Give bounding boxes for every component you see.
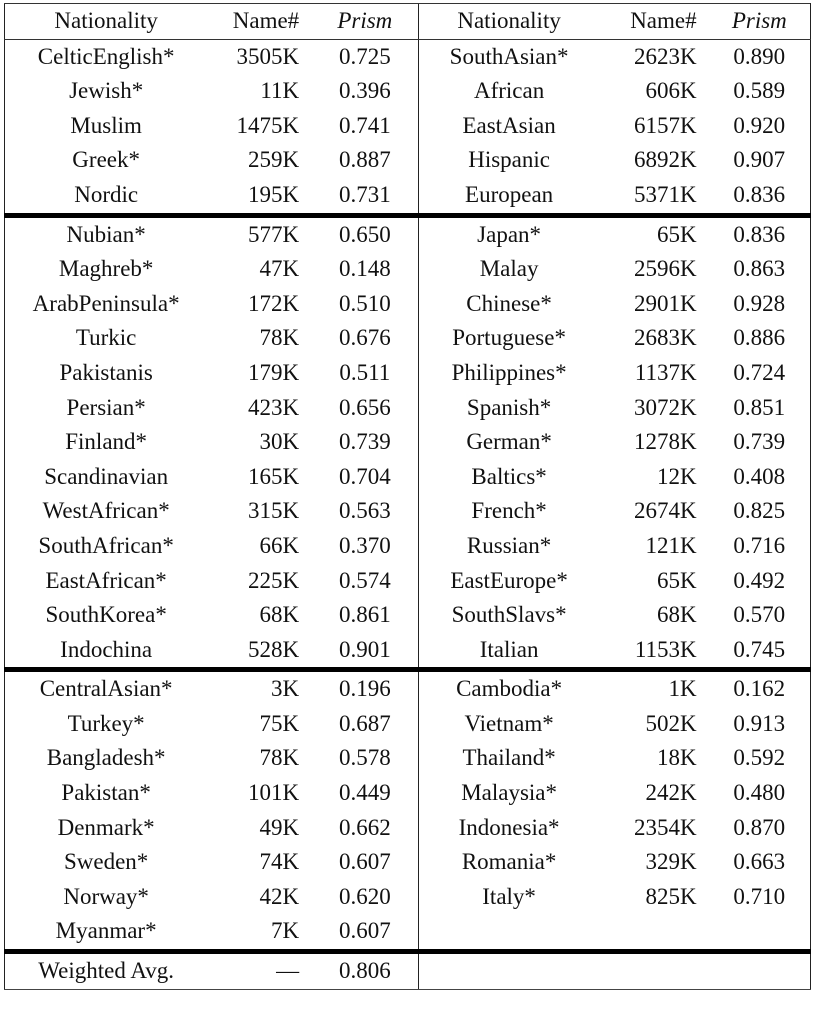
table-row	[5, 356, 811, 391]
table-row	[5, 880, 811, 915]
prism-score-cell: 0.650	[311, 215, 419, 252]
name-count-cell: 6157K	[633, 112, 697, 138]
name-count-cell: 3505K	[236, 43, 300, 69]
name-count-cell: 49K	[259, 814, 300, 840]
name-count-cell: 1475K	[236, 112, 300, 138]
nationality-cell: Italian	[419, 633, 599, 670]
nationality-cell: WestAfrican*	[5, 494, 208, 529]
nationality-cell: Nubian*	[5, 215, 208, 252]
table-row	[5, 914, 811, 951]
header-names-right: Name#	[599, 4, 709, 40]
header-prism-right: Prism	[709, 4, 811, 40]
header-row	[5, 4, 811, 40]
prism-score-cell: 0.887	[338, 147, 391, 173]
nationality-cell: SouthAsian*	[419, 39, 599, 74]
prism-score-cell: 0.607	[338, 849, 391, 875]
name-count-cell: 179K	[248, 359, 300, 385]
nationality-cell: Malaysia*	[419, 776, 599, 811]
prism-score-cell: 0.196	[311, 670, 419, 707]
nationality-cell: Hispanic	[419, 143, 599, 178]
nationality-cell: Scandinavian	[5, 460, 208, 495]
name-count-cell: 606K	[645, 78, 697, 104]
nationality-cell: CentralAsian*	[5, 670, 208, 707]
name-count-cell: 3072K	[633, 394, 697, 420]
prism-score-cell	[709, 914, 811, 951]
prism-score-cell: 0.863	[709, 252, 811, 287]
nationality-cell: Malay	[419, 252, 599, 287]
table-row	[5, 670, 811, 707]
name-count-cell: 259K	[248, 147, 300, 173]
prism-score-cell: 0.886	[709, 321, 811, 356]
nationality-cell: Indonesia*	[419, 811, 599, 846]
header-names-left: Name#	[207, 4, 311, 40]
weighted-avg-prism: 0.806	[311, 952, 419, 990]
prism-score-cell: 0.510	[338, 290, 391, 316]
name-count-cell: 2683K	[633, 325, 697, 351]
name-count-cell: 2674K	[633, 498, 697, 524]
table-row	[5, 598, 811, 633]
name-count-cell: 7K	[271, 918, 300, 944]
prism-score-cell: 0.449	[338, 780, 391, 806]
nationality-cell: EastEurope*	[419, 564, 599, 599]
prism-score-cell: 0.480	[709, 776, 811, 811]
table-row	[5, 109, 811, 144]
name-count-cell: 1137K	[634, 359, 697, 385]
prism-score-cell: 0.607	[338, 918, 391, 944]
nationality-cell: SouthSlavs*	[419, 598, 599, 633]
table-row	[5, 39, 811, 74]
prism-score-cell: 0.725	[338, 43, 391, 69]
prism-score-cell: 0.570	[709, 598, 811, 633]
empty-cell	[599, 952, 709, 990]
name-count-cell: 30K	[259, 429, 300, 455]
name-count-cell: 502K	[645, 710, 697, 736]
nationality-cell: French*	[419, 494, 599, 529]
table-row	[5, 811, 811, 846]
nationality-cell: Turkic	[5, 321, 208, 356]
header-nationality-right: Nationality	[419, 4, 599, 40]
prism-score-cell: 0.578	[338, 745, 391, 771]
nationality-cell: Turkey*	[5, 707, 208, 742]
prism-score-cell: 0.928	[709, 287, 811, 322]
name-count-cell: 2596K	[633, 256, 697, 282]
name-count-cell: 68K	[259, 602, 300, 628]
nationality-cell: Pakistanis	[5, 356, 208, 391]
prism-score-cell: 0.920	[709, 109, 811, 144]
nationality-cell: Nordic	[5, 178, 208, 215]
name-count-cell: 74K	[259, 849, 300, 875]
nationality-cell: Russian*	[419, 529, 599, 564]
name-count-cell: 242K	[645, 780, 697, 806]
prism-score-cell: 0.408	[709, 460, 811, 495]
table-row	[5, 143, 811, 178]
prism-score-cell: 0.162	[709, 670, 811, 707]
prism-score-cell: 0.716	[709, 529, 811, 564]
prism-score-cell: 0.724	[709, 356, 811, 391]
name-count-cell: 5371K	[633, 181, 697, 207]
prism-score-cell: 0.592	[709, 741, 811, 776]
name-count-cell: 329K	[645, 849, 697, 875]
name-count-cell: 172K	[248, 290, 300, 316]
table-row	[5, 460, 811, 495]
prism-score-cell: 0.676	[338, 325, 391, 351]
table-row	[5, 252, 811, 287]
prism-score-cell: 0.836	[709, 215, 811, 252]
nationality-cell: Spanish*	[419, 391, 599, 426]
table-row	[5, 741, 811, 776]
name-count-cell: 47K	[259, 256, 300, 282]
nationality-cell: EastAsian	[419, 109, 599, 144]
empty-cell	[709, 952, 811, 990]
prism-score-cell: 0.851	[709, 391, 811, 426]
name-count-cell: 68K	[656, 602, 697, 628]
prism-score-cell: 0.739	[338, 429, 391, 455]
nationality-cell: German*	[419, 425, 599, 460]
nationality-cell: Pakistan*	[5, 776, 208, 811]
nationality-cell: Jewish*	[5, 74, 208, 109]
weighted-avg-label: Weighted Avg.	[5, 952, 208, 990]
table-row	[5, 74, 811, 109]
empty-cell	[419, 952, 599, 990]
table-row	[5, 425, 811, 460]
table-row	[5, 845, 811, 880]
name-count-cell: 825K	[645, 883, 697, 909]
header-nationality-left: Nationality	[5, 4, 208, 40]
prism-score-cell: 0.148	[338, 256, 391, 282]
name-count-cell: 423K	[248, 394, 300, 420]
nationality-cell: ArabPeninsula*	[5, 287, 208, 322]
nationality-cell: Greek*	[5, 143, 208, 178]
prism-score-cell: 0.901	[338, 636, 391, 662]
header-prism-left: Prism	[311, 4, 419, 40]
nationality-cell: Denmark*	[5, 811, 208, 846]
prism-score-cell: 0.370	[338, 532, 391, 558]
nationality-cell: CelticEnglish*	[5, 39, 208, 74]
prism-score-cell: 0.907	[709, 143, 811, 178]
table-row	[5, 287, 811, 322]
name-count-cell: 1K	[599, 670, 709, 707]
prism-score-cell: 0.890	[709, 39, 811, 74]
name-count-cell: 2623K	[633, 43, 697, 69]
prism-score-cell: 0.861	[338, 602, 391, 628]
table-row	[5, 494, 811, 529]
name-count-cell: 1153K	[634, 636, 697, 662]
nationality-cell: Romania*	[419, 845, 599, 880]
name-count-cell	[599, 914, 709, 951]
nationality-cell: Baltics*	[419, 460, 599, 495]
nationality-cell: European	[419, 178, 599, 215]
table-row	[5, 776, 811, 811]
name-count-cell: 78K	[259, 325, 300, 351]
prism-score-cell: 0.913	[709, 707, 811, 742]
nationality-cell	[419, 914, 599, 951]
name-count-cell: 65K	[656, 567, 697, 593]
table-body	[5, 39, 811, 989]
prism-score-cell: 0.836	[709, 178, 811, 215]
table-row	[5, 633, 811, 670]
nationality-cell: Maghreb*	[5, 252, 208, 287]
name-count-cell: 6892K	[633, 147, 697, 173]
prism-score-cell: 0.511	[339, 359, 391, 385]
table-row	[5, 391, 811, 426]
prism-score-cell: 0.620	[338, 883, 391, 909]
nationality-cell: Myanmar*	[5, 914, 208, 951]
prism-score-cell: 0.739	[709, 425, 811, 460]
nationality-cell: Finland*	[5, 425, 208, 460]
prism-score-cell: 0.745	[709, 633, 811, 670]
name-count-cell: 66K	[259, 532, 300, 558]
prism-score-cell: 0.492	[709, 564, 811, 599]
prism-score-cell: 0.396	[338, 78, 391, 104]
prism-score-cell: 0.662	[338, 814, 391, 840]
name-count-cell: 2901K	[633, 290, 697, 316]
nationality-cell: SouthAfrican*	[5, 529, 208, 564]
prism-score-cell: 0.870	[709, 811, 811, 846]
nationality-prism-table	[4, 3, 811, 990]
name-count-cell: 315K	[248, 498, 300, 524]
nationality-cell: EastAfrican*	[5, 564, 208, 599]
name-count-cell: 75K	[259, 710, 300, 736]
name-count-cell: 78K	[259, 745, 300, 771]
name-count-cell: 12K	[656, 463, 697, 489]
table-row	[5, 529, 811, 564]
nationality-cell: Japan*	[419, 215, 599, 252]
name-count-cell: 195K	[248, 181, 300, 207]
nationality-cell: Cambodia*	[419, 670, 599, 707]
weighted-avg-names: —	[207, 952, 311, 990]
name-count-cell: 225K	[248, 567, 300, 593]
prism-score-cell: 0.574	[338, 567, 391, 593]
name-count-cell: 42K	[259, 883, 300, 909]
nationality-cell: African	[419, 74, 599, 109]
name-count-cell: 121K	[645, 532, 697, 558]
prism-score-cell: 0.825	[709, 494, 811, 529]
name-count-cell: 528K	[248, 636, 300, 662]
prism-score-cell: 0.687	[338, 710, 391, 736]
nationality-cell: Persian*	[5, 391, 208, 426]
prism-score-cell: 0.563	[338, 498, 391, 524]
nationality-cell: Italy*	[419, 880, 599, 915]
nationality-cell: SouthKorea*	[5, 598, 208, 633]
name-count-cell: 1278K	[633, 429, 697, 455]
name-count-cell: 65K	[599, 215, 709, 252]
nationality-cell: Thailand*	[419, 741, 599, 776]
prism-score-cell: 0.704	[338, 463, 391, 489]
table-row	[5, 564, 811, 599]
nationality-cell: Sweden*	[5, 845, 208, 880]
prism-score-cell: 0.710	[709, 880, 811, 915]
nationality-cell: Vietnam*	[419, 707, 599, 742]
prism-score-cell: 0.663	[709, 845, 811, 880]
prism-score-cell: 0.731	[338, 181, 391, 207]
name-count-cell: 2354K	[633, 814, 697, 840]
table-row	[5, 321, 811, 356]
prism-score-cell: 0.741	[338, 112, 391, 138]
nationality-cell: Muslim	[5, 109, 208, 144]
table-row	[5, 707, 811, 742]
prism-score-cell: 0.656	[338, 394, 391, 420]
nationality-cell: Philippines*	[419, 356, 599, 391]
prism-score-cell: 0.589	[709, 74, 811, 109]
nationality-cell: Portuguese*	[419, 321, 599, 356]
name-count-cell: 165K	[248, 463, 300, 489]
nationality-cell: Indochina	[5, 633, 208, 670]
name-count-cell: 101K	[248, 780, 300, 806]
nationality-cell: Chinese*	[419, 287, 599, 322]
table-row	[5, 215, 811, 252]
table-row	[5, 178, 811, 215]
nationality-cell: Norway*	[5, 880, 208, 915]
name-count-cell: 11K	[260, 78, 300, 104]
name-count-cell: 18K	[656, 745, 697, 771]
name-count-cell: 577K	[207, 215, 311, 252]
name-count-cell: 3K	[207, 670, 311, 707]
weighted-average-row	[5, 952, 811, 990]
nationality-cell: Bangladesh*	[5, 741, 208, 776]
